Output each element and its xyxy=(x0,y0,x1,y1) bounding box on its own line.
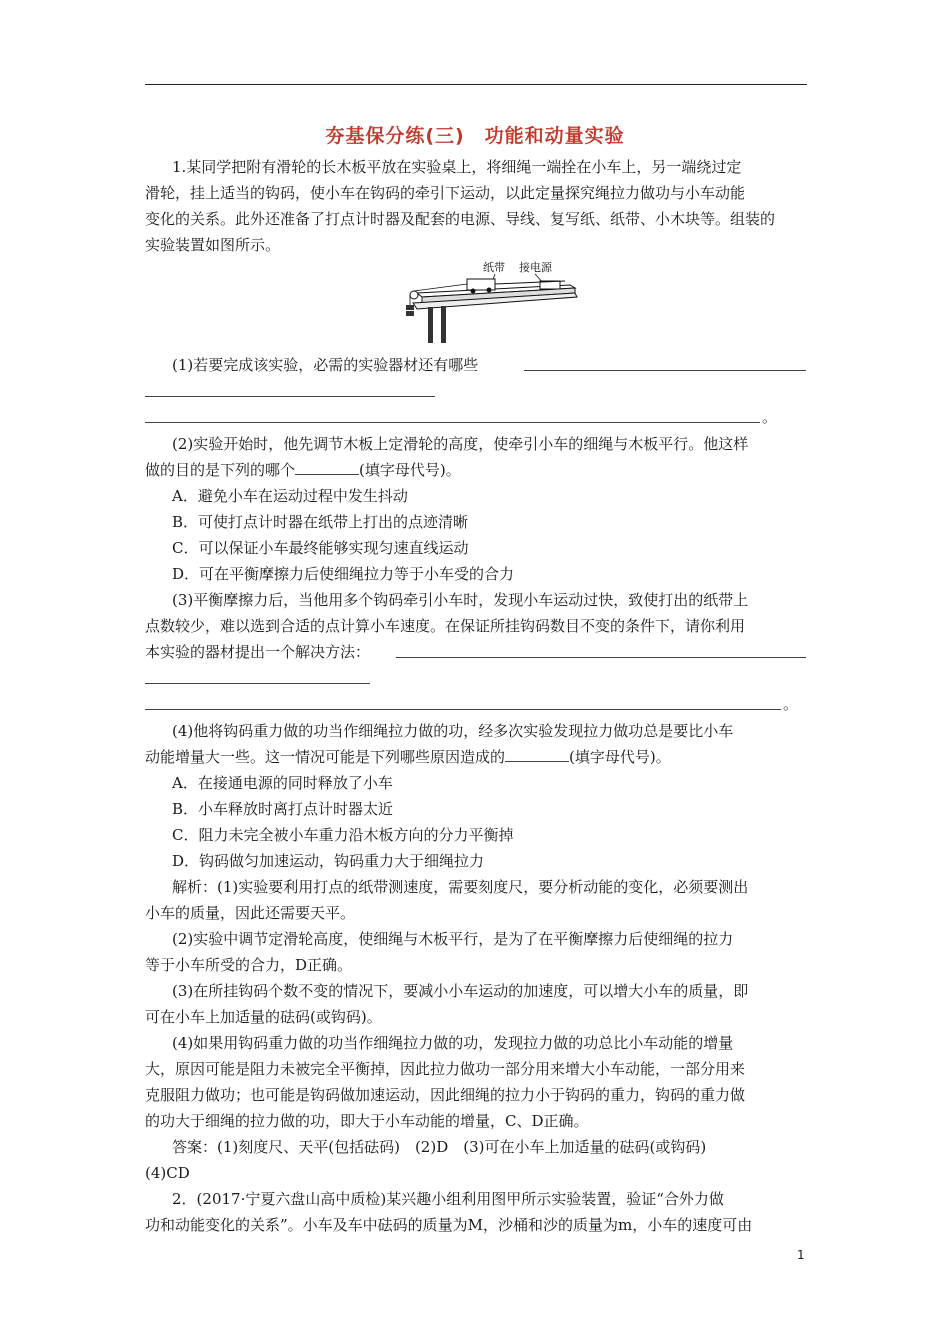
answer-blank-line xyxy=(145,709,781,710)
q1-part3-line: (3)平衡摩擦力后，当他用多个钩码牵引小车时，发现小车运动过快，致使打出的纸带上 xyxy=(172,591,749,609)
q2-stem-line: 功和动能变化的关系”。小车及车中砝码的质量为M，沙桶和沙的质量为m，小车的速度可由 xyxy=(145,1216,753,1234)
answer-blank xyxy=(505,747,569,762)
table-leg xyxy=(441,306,446,343)
option-d: D．可在平衡摩擦力后使细绳拉力等于小车受的合力 xyxy=(172,565,515,583)
answer-blank-line xyxy=(145,422,760,423)
answer-blank-line xyxy=(145,396,435,397)
option-b: B．可使打点计时器在纸带上打出的点迹清晰 xyxy=(172,513,469,531)
analysis-line: 小车的质量，因此还需要天平。 xyxy=(145,904,356,922)
label-tape: 纸带 xyxy=(483,261,505,274)
q2-stem-line: 2．(2017·宁夏六盘山高中质检)某兴趣小组利用图甲所示实验装置，验证“合外力做 xyxy=(172,1190,724,1208)
cart-wheel xyxy=(487,288,492,293)
table-leg xyxy=(428,307,433,343)
option-a: A．避免小车在运动过程中发生抖动 xyxy=(172,487,408,505)
option-a: A．在接通电源的同时释放了小车 xyxy=(172,774,393,792)
q1-part4-line xyxy=(145,746,671,768)
analysis-line: 的功大于细绳的拉力做的功，即大于小车动能的增量，C、D正确。 xyxy=(145,1112,589,1130)
q1-part2-text: 做的目的是下列的哪个 xyxy=(145,461,296,479)
analysis-line: 大，原因可能是阻力未被完全平衡掉，因此拉力做功一部分用来增大小车动能，一部分用来 xyxy=(145,1060,746,1078)
analysis-line: (4)如果用钩码重力做的功当作细绳拉力做的功，发现拉力做的功总比小车动能的增量 xyxy=(172,1034,734,1052)
weight xyxy=(406,305,414,310)
analysis-line: (2)实验中调节定滑轮高度，使细绳与木板平行，是为了在平衡摩擦力后使细绳的拉力 xyxy=(172,930,734,948)
option-b: B．小车释放时离打点计时器太近 xyxy=(172,800,394,818)
string xyxy=(414,284,467,291)
analysis-line: 解析：(1)实验要利用打点的纸带测速度，需要刻度尺，要分析动能的变化，必须要测出 xyxy=(172,878,749,896)
q1-part2-line: (2)实验开始时，他先调节木板上定滑轮的高度，使牵引小车的细绳与木板平行。他这样 xyxy=(172,435,749,453)
q1-part4-text: 动能增量大一些。这一情况可能是下列哪些原因造成的 xyxy=(145,748,506,766)
q1-part2-text: (填字母代号)。 xyxy=(359,461,461,479)
analysis-line: (3)在所挂钩码个数不变的情况下，要减小小车运动的加速度，可以增大小车的质量，即 xyxy=(172,982,749,1000)
page-title: 夯基保分练(三) 功能和动量实验 xyxy=(325,125,625,147)
header-rule xyxy=(145,84,807,85)
weight xyxy=(406,311,414,316)
answer-blank-line xyxy=(524,370,806,371)
answer-blank xyxy=(295,460,359,475)
answer-blank-line xyxy=(145,683,370,684)
analysis-line: 等于小车所受的合力，D正确。 xyxy=(145,956,353,974)
option-d: D．钩码做匀加速运动，钩码重力大于细绳拉力 xyxy=(172,852,485,870)
q1-stem-line: 变化的关系。此外还准备了打点计时器及配套的电源、导线、复写纸、纸带、小木块等。组装的 xyxy=(145,210,776,228)
apparatus-diagram xyxy=(395,257,580,345)
option-c: C．阻力未完全被小车重力沿木板方向的分力平衡掉 xyxy=(172,826,514,844)
q1-part4-line: (4)他将钩码重力做的功当作细绳拉力做的功，经多次实验发现拉力做功总是要比小车 xyxy=(172,722,734,740)
page-number: 1 xyxy=(797,1248,805,1262)
pulley xyxy=(410,291,418,299)
q1-stem-line: 1.某同学把附有滑轮的长木板平放在实验桌上，将细绳一端拴在小车上，另一端绕过定 xyxy=(172,158,742,176)
q1-part1-line: (1)若要完成该实验，必需的实验器材还有哪些 xyxy=(172,356,479,374)
q1-part3-line: 点数较少，难以选到合适的点计算小车速度。在保证所挂钩码数目不变的条件下，请你利用 xyxy=(145,617,746,635)
answer-blank-line xyxy=(396,657,806,658)
analysis-line: 可在小车上加适量的砝码(或钩码)。 xyxy=(145,1008,382,1026)
apparatus-figure xyxy=(395,257,580,345)
answer-line: (4)CD xyxy=(145,1164,190,1182)
label-power: 接电源 xyxy=(519,261,552,274)
q1-part4-text: (填字母代号)。 xyxy=(569,748,671,766)
q1-part3-line: 本实验的器材提出一个解决方法： xyxy=(145,643,371,661)
analysis-line: 克服阻力做功；也可能是钩码做加速运动，因此细绳的拉力小于钩码的重力，钩码的重力做 xyxy=(145,1086,746,1104)
period-mark: 。 xyxy=(762,408,778,426)
q1-part2-line xyxy=(145,459,461,481)
q1-stem-line: 滑轮，挂上适当的钩码，使小车在钩码的牵引下运动，以此定量探究绳拉力做功与小车动能 xyxy=(145,184,746,202)
q1-stem-line: 实验装置如图所示。 xyxy=(145,236,281,254)
answer-line: 答案：(1)刻度尺、天平(包括砝码) (2)D (3)可在小车上加适量的砝码(或钩码) xyxy=(172,1138,707,1156)
cart-wheel xyxy=(471,289,476,294)
option-c: C．可以保证小车最终能够实现匀速直线运动 xyxy=(172,539,469,557)
period-mark: 。 xyxy=(783,695,799,713)
